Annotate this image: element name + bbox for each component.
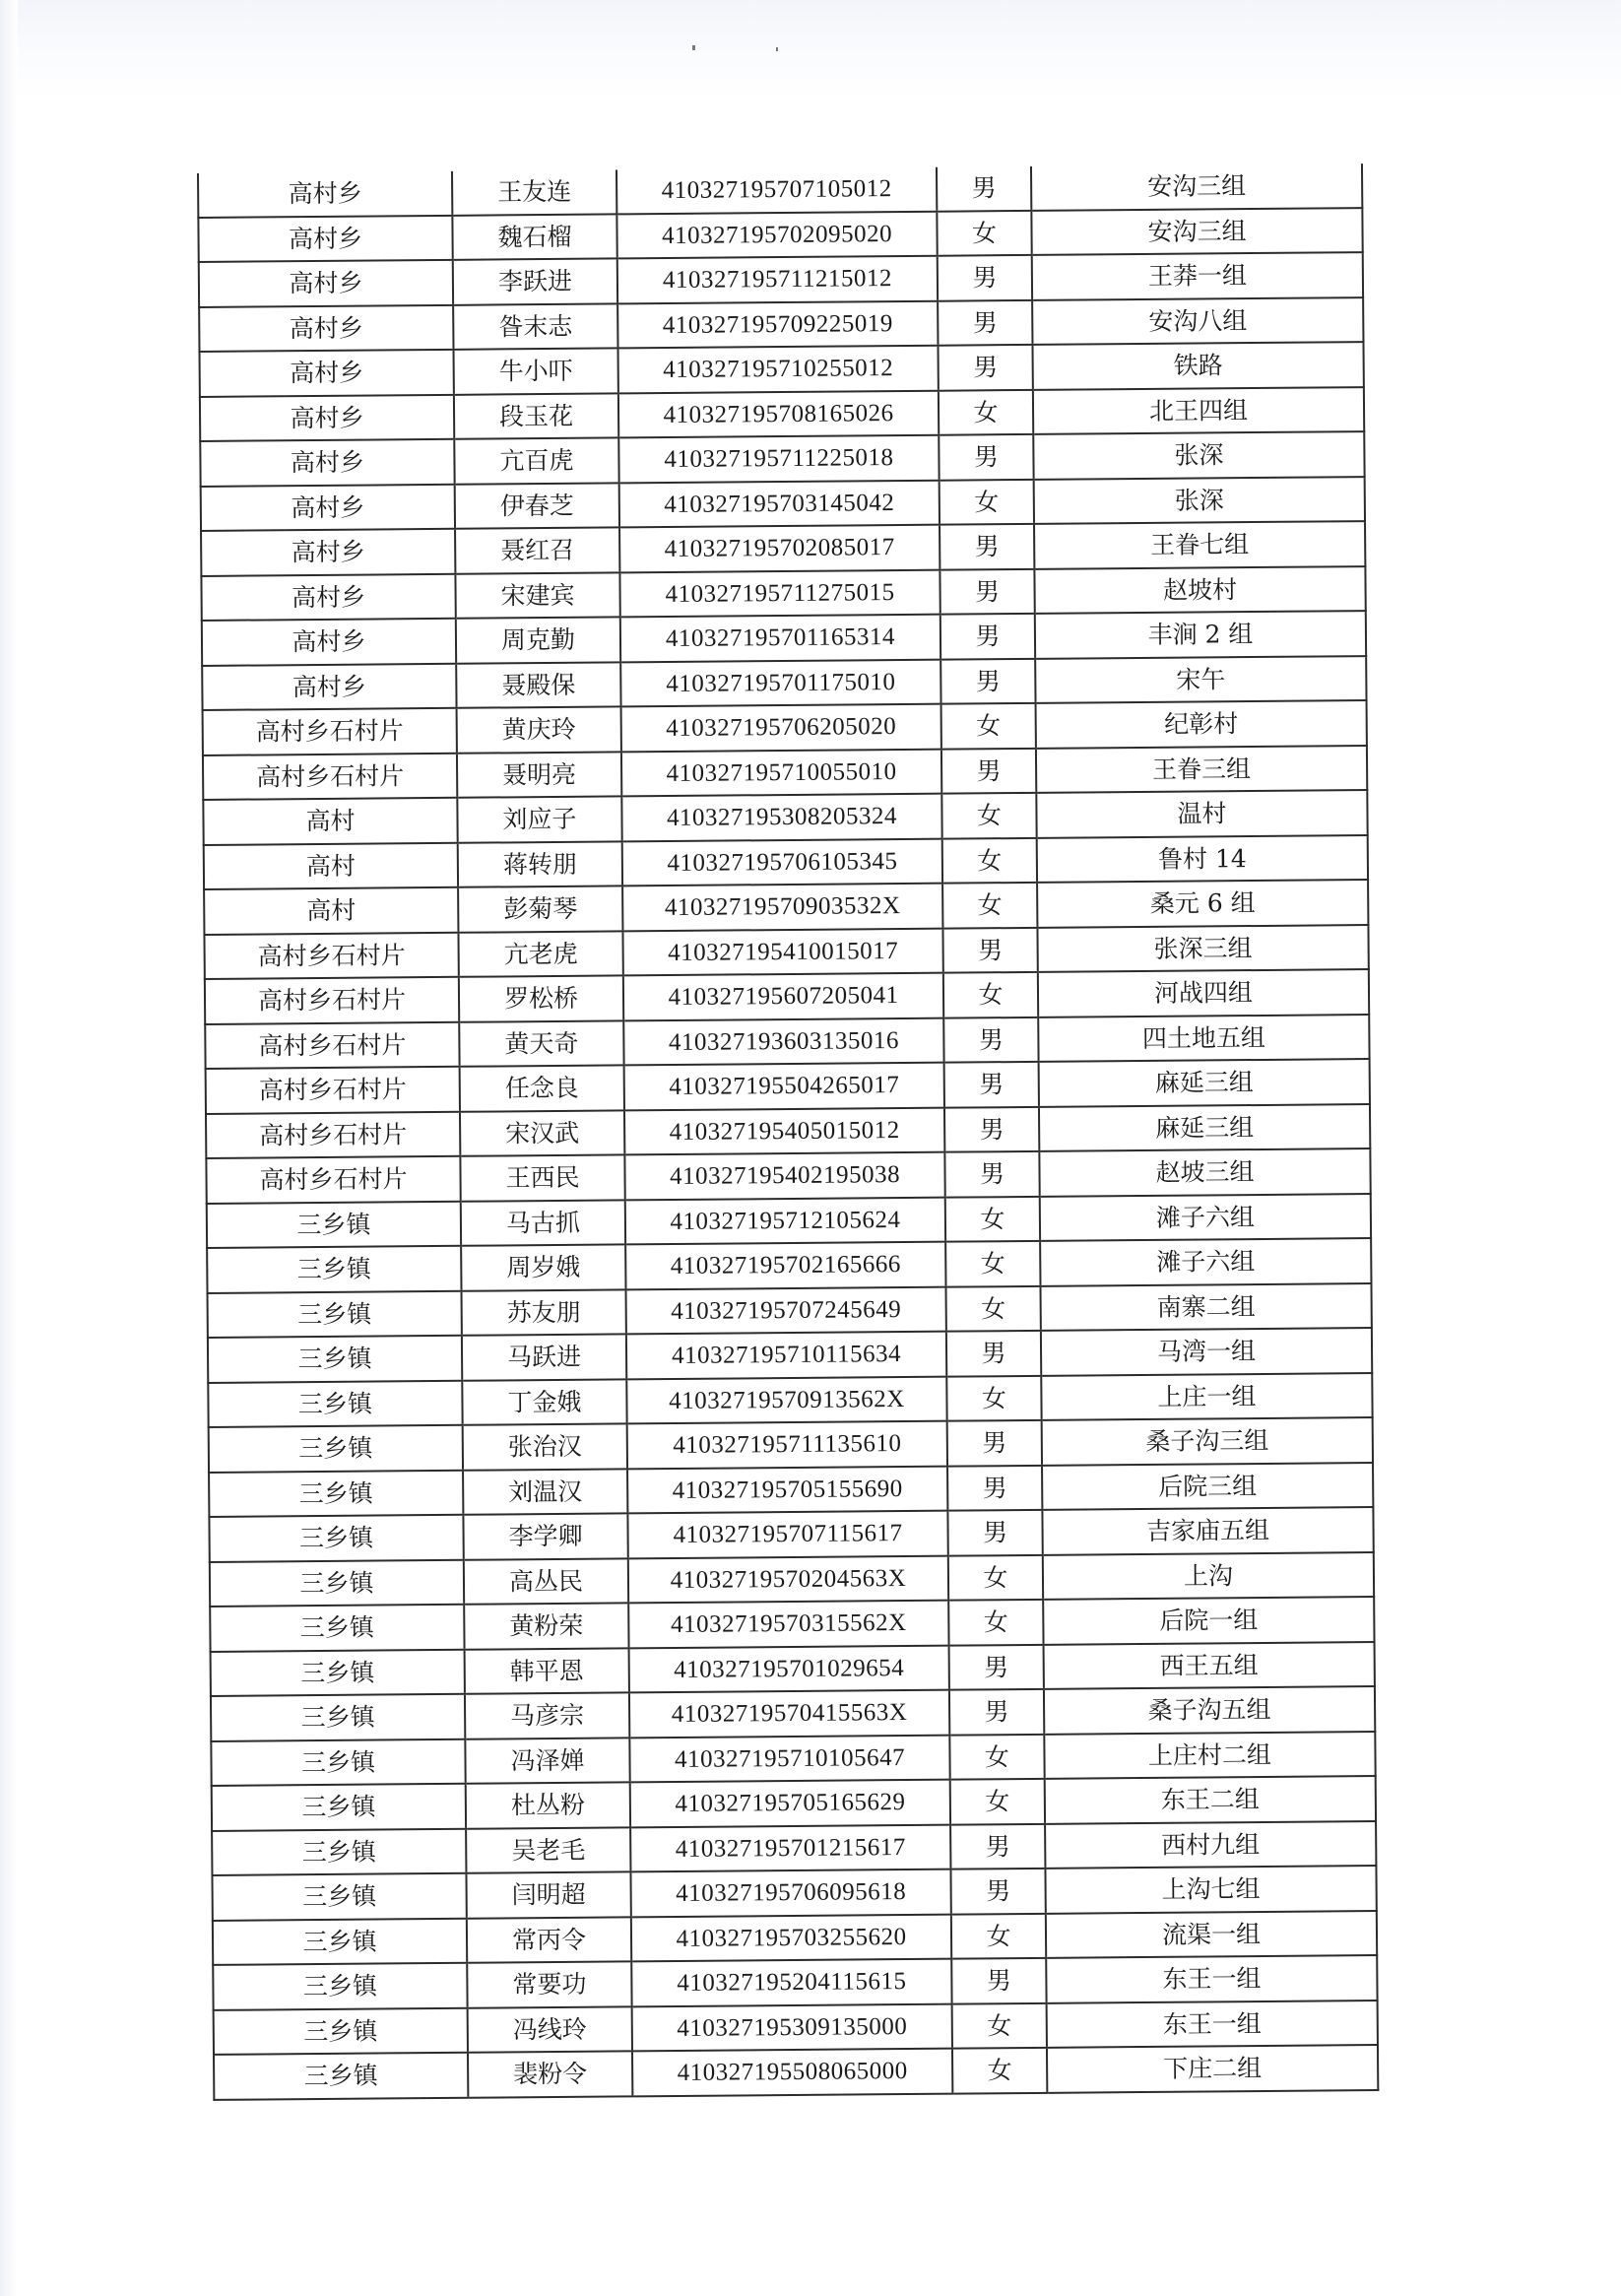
village-cell: 宋午 <box>1035 656 1366 703</box>
name-cell: 苏友朋 <box>462 1289 626 1336</box>
name-cell: 杜丛粉 <box>466 1782 630 1828</box>
name-cell: 韩平恩 <box>465 1648 629 1694</box>
village-cell: 桑子沟三组 <box>1042 1417 1373 1465</box>
name-cell: 段玉花 <box>454 393 618 439</box>
id-number-cell: 410327195204115615 <box>631 1959 951 2006</box>
township-cell: 三乡镇 <box>209 1470 463 1517</box>
id-number-cell: 410327195703255620 <box>631 1914 951 1961</box>
id-number-cell: 410327195701165314 <box>620 615 940 662</box>
roster-table <box>197 164 1379 2100</box>
gender-cell: 女 <box>945 1196 1040 1241</box>
township-cell: 三乡镇 <box>208 1290 462 1338</box>
township-cell: 高村乡 <box>198 215 452 262</box>
village-cell: 北王四组 <box>1033 387 1364 434</box>
id-number-cell: 410327195710255012 <box>618 346 939 393</box>
village-cell: 王眷三组 <box>1036 746 1367 793</box>
village-cell: 鲁村 14 <box>1037 835 1368 883</box>
village-cell: 上沟 <box>1043 1552 1374 1600</box>
township-cell: 高村 <box>203 798 457 845</box>
name-cell: 亢百虎 <box>454 437 618 484</box>
name-cell: 黄天奇 <box>459 1020 623 1067</box>
id-number-cell: 410327195702095020 <box>616 211 937 258</box>
id-number-cell: 410327195607205041 <box>623 973 943 1020</box>
village-cell: 张深三组 <box>1037 925 1368 972</box>
name-cell: 马跃进 <box>462 1334 626 1380</box>
name-cell: 张治汉 <box>463 1423 627 1470</box>
township-cell: 三乡镇 <box>211 1694 465 1741</box>
name-cell: 刘温汉 <box>463 1469 627 1515</box>
id-number-cell: 410327195711225018 <box>618 435 939 483</box>
gender-cell: 男 <box>951 1958 1046 2003</box>
id-number-cell: 410327195705165629 <box>630 1780 950 1827</box>
id-number-cell: 410327195703145042 <box>619 480 940 527</box>
gender-cell: 女 <box>941 703 1036 749</box>
gender-cell: 男 <box>942 927 1037 972</box>
name-cell: 宋汉武 <box>460 1110 624 1156</box>
township-cell: 三乡镇 <box>213 1918 467 1965</box>
id-number-cell: 410327195711215012 <box>617 256 938 303</box>
id-number-cell: 410327195707105012 <box>616 167 937 214</box>
name-cell: 聂明亮 <box>457 752 621 798</box>
township-cell: 三乡镇 <box>209 1515 463 1562</box>
id-number-cell: 41032719570204563X <box>628 1555 948 1603</box>
village-cell: 东王二组 <box>1045 1776 1376 1823</box>
village-cell: 上沟七组 <box>1045 1866 1376 1913</box>
village-cell: 西村九组 <box>1045 1821 1376 1869</box>
village-cell: 马湾一组 <box>1041 1328 1372 1375</box>
gender-cell: 女 <box>952 2002 1047 2048</box>
id-number-cell: 410327195706205020 <box>621 704 941 752</box>
id-number-cell: 410327195712105624 <box>625 1197 945 1244</box>
village-cell: 赵坡村 <box>1034 566 1365 614</box>
id-number-cell: 410327195308205324 <box>621 794 941 841</box>
gender-cell: 女 <box>951 1913 1046 1958</box>
township-cell: 三乡镇 <box>210 1605 464 1652</box>
gender-cell: 女 <box>950 1779 1045 1824</box>
gender-cell: 男 <box>940 524 1034 569</box>
village-cell: 桑元 6 组 <box>1037 880 1368 927</box>
id-number-cell: 41032719570315562X <box>628 1601 948 1648</box>
id-number-cell: 410327195504265017 <box>624 1063 944 1110</box>
name-cell: 裴粉令 <box>468 2051 632 2097</box>
gender-cell: 男 <box>946 1331 1041 1376</box>
gender-cell: 女 <box>946 1375 1041 1420</box>
gender-cell: 男 <box>938 255 1032 300</box>
township-cell: 高村乡石村片 <box>206 1156 460 1204</box>
name-cell: 伊春芝 <box>455 483 619 529</box>
gender-cell: 女 <box>939 389 1033 434</box>
village-cell: 后院三组 <box>1042 1463 1373 1510</box>
township-cell: 三乡镇 <box>210 1559 464 1607</box>
township-cell: 三乡镇 <box>208 1336 462 1383</box>
name-cell: 吴老毛 <box>466 1827 630 1873</box>
name-cell: 闫明超 <box>466 1871 630 1918</box>
id-number-cell: 410327195710105647 <box>629 1735 949 1782</box>
gender-cell: 女 <box>945 1285 1040 1331</box>
township-cell: 高村 <box>204 842 458 889</box>
id-number-cell: 410327195709225019 <box>617 300 938 348</box>
roster-table-body <box>198 164 1378 2099</box>
id-number-cell: 41032719570913562X <box>626 1376 946 1423</box>
village-cell: 后院一组 <box>1043 1597 1374 1644</box>
village-cell: 纪彰村 <box>1036 700 1367 748</box>
township-cell: 高村乡 <box>200 439 454 487</box>
gender-cell: 男 <box>947 1465 1042 1510</box>
township-cell: 高村乡 <box>201 573 455 621</box>
village-cell: 安沟三组 <box>1031 164 1362 210</box>
township-cell: 高村乡 <box>199 304 453 352</box>
gender-cell: 女 <box>937 210 1031 255</box>
gender-cell: 男 <box>950 1823 1045 1869</box>
township-cell: 高村乡石村片 <box>206 1111 460 1158</box>
township-cell: 三乡镇 <box>214 2053 468 2100</box>
name-cell: 王西民 <box>460 1154 624 1201</box>
name-cell: 常丙令 <box>467 1917 631 1963</box>
scan-speck <box>692 45 695 50</box>
village-cell: 温村 <box>1036 790 1367 837</box>
gender-cell: 女 <box>940 479 1034 524</box>
gender-cell: 男 <box>950 1869 1045 1914</box>
id-number-cell: 410327195402195038 <box>624 1152 944 1200</box>
gender-cell: 男 <box>943 1017 1038 1062</box>
village-cell: 上庄村二组 <box>1044 1732 1375 1779</box>
name-cell: 周克勤 <box>456 617 620 663</box>
village-cell: 四土地五组 <box>1038 1015 1369 1062</box>
gender-cell: 男 <box>941 748 1036 793</box>
gender-cell: 女 <box>945 1241 1040 1286</box>
township-cell: 三乡镇 <box>207 1201 461 1248</box>
township-cell: 高村乡 <box>198 171 452 218</box>
id-number-cell: 410327195710115634 <box>626 1332 946 1379</box>
id-number-cell: 410327195711135610 <box>627 1421 947 1469</box>
gender-cell: 女 <box>941 793 1036 838</box>
id-number-cell: 410327195701029654 <box>629 1645 949 1692</box>
gender-cell: 男 <box>940 568 1034 614</box>
gender-cell: 女 <box>943 972 1038 1017</box>
gender-cell: 男 <box>944 1062 1039 1107</box>
township-cell: 高村 <box>204 887 458 935</box>
village-cell: 南寨二组 <box>1040 1283 1371 1331</box>
township-cell: 高村乡 <box>202 619 456 666</box>
name-cell: 高丛民 <box>464 1558 628 1605</box>
name-cell: 李跃进 <box>453 258 617 304</box>
gender-cell: 男 <box>949 1689 1044 1735</box>
name-cell: 冯泽婵 <box>465 1738 629 1784</box>
township-cell: 高村乡 <box>200 394 454 441</box>
id-number-cell: 410327193603135016 <box>623 1017 943 1065</box>
id-number-cell: 41032719570415563X <box>629 1690 949 1738</box>
township-cell: 高村乡 <box>201 484 455 531</box>
name-cell: 黄庆玲 <box>457 706 621 753</box>
township-cell: 三乡镇 <box>211 1738 465 1786</box>
village-cell: 安沟三组 <box>1031 208 1362 255</box>
name-cell: 冯线玲 <box>468 2006 632 2053</box>
township-cell: 高村乡石村片 <box>205 1021 459 1069</box>
township-cell: 高村乡 <box>200 350 454 397</box>
gender-cell: 男 <box>949 1644 1044 1689</box>
id-number-cell: 410327195410015017 <box>622 928 942 975</box>
name-cell: 马古抓 <box>461 1200 625 1246</box>
name-cell: 魏石榴 <box>452 214 616 260</box>
gender-cell: 女 <box>942 837 1037 883</box>
name-cell: 王友连 <box>452 169 616 215</box>
name-cell: 亢老虎 <box>458 931 622 977</box>
gender-cell: 男 <box>944 1151 1039 1197</box>
village-cell: 铁路 <box>1032 342 1363 389</box>
id-number-cell: 410327195707115617 <box>627 1511 947 1558</box>
id-number-cell: 41032719570903532X <box>622 884 942 931</box>
village-cell: 丰涧 2 组 <box>1035 611 1366 658</box>
gender-cell: 女 <box>949 1734 1044 1779</box>
name-cell: 聂红召 <box>455 527 619 573</box>
id-number-cell: 410327195707245649 <box>626 1286 946 1334</box>
name-cell: 常要功 <box>467 1961 631 2007</box>
id-number-cell: 410327195705155690 <box>627 1466 947 1513</box>
gender-cell: 女 <box>952 2048 1047 2093</box>
township-cell: 高村乡 <box>199 260 453 307</box>
name-cell: 马彦宗 <box>465 1692 629 1738</box>
village-cell: 张深 <box>1033 431 1364 479</box>
village-cell: 滩子六组 <box>1040 1194 1371 1241</box>
township-cell: 高村乡石村片 <box>203 708 457 755</box>
gender-cell: 男 <box>938 299 1032 345</box>
township-cell: 高村乡石村片 <box>205 977 459 1024</box>
village-cell: 赵坡三组 <box>1039 1148 1370 1196</box>
id-number-cell: 410327195309135000 <box>632 2003 952 2051</box>
village-cell: 王眷七组 <box>1034 521 1365 568</box>
village-cell: 河战四组 <box>1038 969 1369 1017</box>
name-cell: 昝末志 <box>453 303 617 350</box>
township-cell: 高村乡石村片 <box>204 932 458 979</box>
gender-cell: 男 <box>940 614 1035 659</box>
name-cell: 李学卿 <box>463 1513 627 1559</box>
table-row <box>214 2045 1378 2099</box>
name-cell: 牛小吓 <box>454 348 618 394</box>
id-number-cell: 410327195711275015 <box>619 569 940 617</box>
gender-cell: 男 <box>938 345 1032 390</box>
township-cell: 高村乡石村片 <box>203 753 457 800</box>
id-number-cell: 410327195702165666 <box>625 1242 945 1289</box>
id-number-cell: 410327195701215617 <box>630 1824 950 1871</box>
township-cell: 高村乡 <box>201 529 455 576</box>
township-cell: 三乡镇 <box>214 2007 468 2055</box>
gender-cell: 女 <box>942 883 1037 928</box>
township-cell: 三乡镇 <box>211 1649 465 1696</box>
village-cell: 滩子六组 <box>1040 1238 1371 1285</box>
id-number-cell: 410327195710055010 <box>621 749 941 796</box>
scan-speck <box>776 47 778 51</box>
township-cell: 三乡镇 <box>212 1784 466 1831</box>
township-cell: 三乡镇 <box>212 1873 466 1921</box>
scan-top-shading <box>0 0 1621 98</box>
scan-left-shading <box>0 0 18 2296</box>
township-cell: 三乡镇 <box>213 1963 467 2010</box>
id-number-cell: 410327195706095618 <box>630 1870 950 1917</box>
village-cell: 安沟八组 <box>1032 297 1363 345</box>
village-cell: 麻延三组 <box>1039 1104 1370 1151</box>
village-cell: 下庄二组 <box>1047 2045 1378 2092</box>
township-cell: 三乡镇 <box>207 1246 461 1293</box>
village-cell: 东王一组 <box>1046 1955 1377 2002</box>
township-cell: 三乡镇 <box>209 1425 463 1473</box>
village-cell: 麻延三组 <box>1039 1059 1370 1106</box>
id-number-cell: 410327195702085017 <box>619 525 940 572</box>
village-cell: 吉家庙五组 <box>1042 1507 1373 1554</box>
village-cell: 张深 <box>1034 477 1365 524</box>
name-cell: 宋建宾 <box>455 572 619 619</box>
id-number-cell: 410327195508065000 <box>632 2049 952 2096</box>
gender-cell: 男 <box>944 1106 1039 1151</box>
id-number-cell: 410327195405015012 <box>624 1107 944 1154</box>
village-cell: 东王一组 <box>1047 2001 1378 2048</box>
township-cell: 高村乡 <box>202 663 456 710</box>
village-cell: 王莽一组 <box>1032 252 1363 299</box>
name-cell: 任念良 <box>460 1065 624 1111</box>
name-cell: 聂殿保 <box>456 662 620 708</box>
name-cell: 罗松桥 <box>459 975 623 1021</box>
name-cell: 丁金娥 <box>462 1379 626 1425</box>
township-cell: 三乡镇 <box>212 1828 466 1875</box>
township-cell: 高村乡石村片 <box>206 1067 460 1114</box>
gender-cell: 男 <box>947 1510 1042 1555</box>
gender-cell: 男 <box>937 166 1031 211</box>
id-number-cell: 410327195701175010 <box>620 659 940 706</box>
gender-cell: 男 <box>947 1420 1042 1466</box>
name-cell: 周岁娥 <box>461 1244 625 1290</box>
name-cell: 蒋转朋 <box>458 841 622 887</box>
village-cell: 桑子沟五组 <box>1044 1686 1375 1734</box>
gender-cell: 男 <box>940 658 1035 703</box>
township-cell: 三乡镇 <box>208 1380 462 1427</box>
name-cell: 彭菊琴 <box>458 886 622 932</box>
name-cell: 刘应子 <box>457 796 621 842</box>
name-cell: 黄粉荣 <box>464 1603 628 1649</box>
id-number-cell: 410327195708165026 <box>618 390 939 437</box>
gender-cell: 女 <box>948 1554 1043 1600</box>
village-cell: 流渠一组 <box>1046 1911 1377 1958</box>
village-cell: 西王五组 <box>1044 1642 1375 1689</box>
gender-cell: 男 <box>939 434 1033 480</box>
id-number-cell: 410327195706105345 <box>622 838 942 886</box>
gender-cell: 女 <box>948 1600 1043 1645</box>
village-cell: 上庄一组 <box>1041 1373 1372 1420</box>
